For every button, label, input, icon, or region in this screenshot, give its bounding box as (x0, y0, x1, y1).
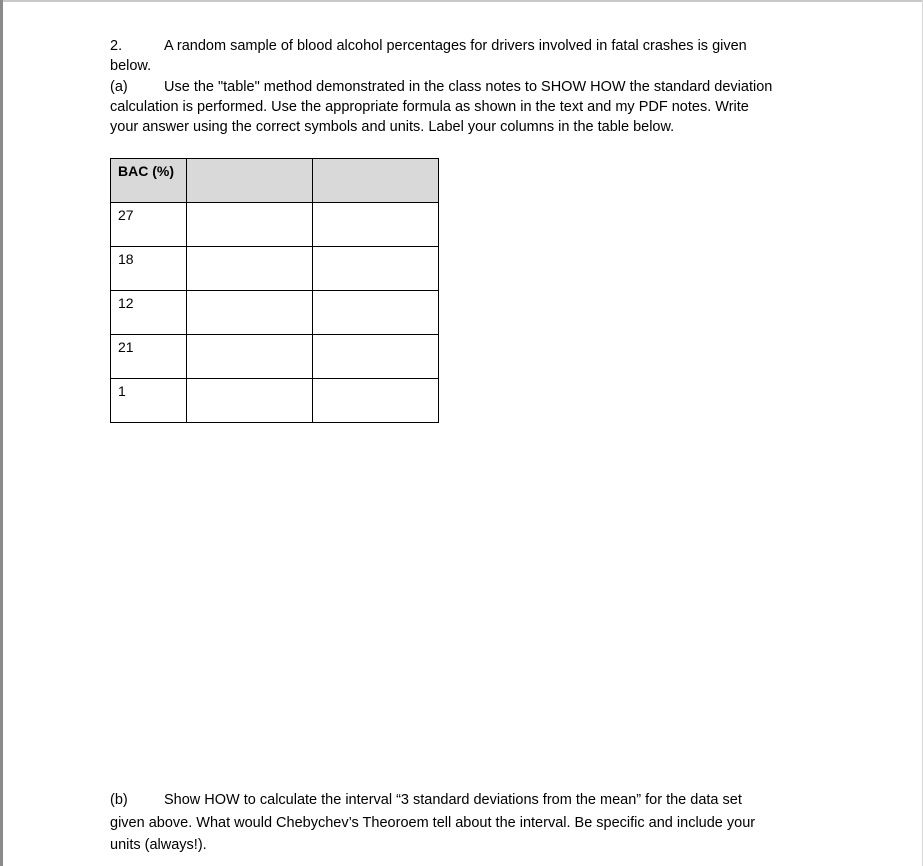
table-row (111, 247, 439, 291)
table-cell (313, 291, 439, 335)
table-cell (313, 247, 439, 291)
table-row (111, 291, 439, 335)
part-b-line-2 (110, 813, 755, 833)
part-b-line-3 (110, 835, 207, 855)
table-cell (313, 379, 439, 423)
bac-table (110, 158, 439, 423)
part-b-text-3: units (always!). (110, 837, 207, 853)
table-cell-bac: 12 (111, 291, 187, 335)
table-row (111, 335, 439, 379)
part-b-label: (b) (110, 792, 128, 808)
table-cell-bac: 1 (111, 379, 187, 423)
part-a-text-1: Use the "table" method demonstrated in the class notes to SHOW HOW the standard deviation (164, 79, 773, 95)
question-intro-line-2 (110, 56, 151, 76)
part-a-text-2: calculation is performed. Use the appropriate formula as shown in the text and my PDF notes. Write (110, 99, 749, 115)
question-intro-text-1: A random sample of blood alcohol percentages for drivers involved in fatal crashes is given (164, 38, 747, 54)
part-b-text-1: Show HOW to calculate the interval “3 standard deviations from the mean” for the data set (164, 792, 742, 808)
question-intro-text-2: below. (110, 58, 152, 74)
part-a-label: (a) (110, 79, 128, 95)
table-cell (313, 335, 439, 379)
header-cell-2 (187, 159, 313, 203)
table-cell-bac: 21 (111, 335, 187, 379)
table-cell-bac: 27 (111, 203, 187, 247)
part-a-line-3 (110, 117, 674, 137)
question-number: 2. (110, 38, 123, 54)
part-b-text-2: given above. What would Chebychev’s Theoroem tell about the interval. Be specific and include your (110, 815, 756, 831)
header-cell-bac: BAC (%) (111, 159, 187, 203)
table-cell (187, 335, 313, 379)
table-cell (187, 291, 313, 335)
table-cell (187, 247, 313, 291)
header-cell-3 (313, 159, 439, 203)
table-cell (187, 203, 313, 247)
table-row (111, 203, 439, 247)
table-cell (313, 203, 439, 247)
part-a-line-1 (110, 77, 772, 97)
part-a-line-2 (110, 97, 749, 117)
table-cell (187, 379, 313, 423)
table-row (111, 379, 439, 423)
part-a-text-3: your answer using the correct symbols and units. Label your columns in the table below. (110, 119, 675, 135)
table-cell-bac: 18 (111, 247, 187, 291)
question-intro-line-1 (110, 36, 747, 56)
part-b-line-1 (110, 790, 742, 810)
table-header-row (111, 159, 439, 203)
